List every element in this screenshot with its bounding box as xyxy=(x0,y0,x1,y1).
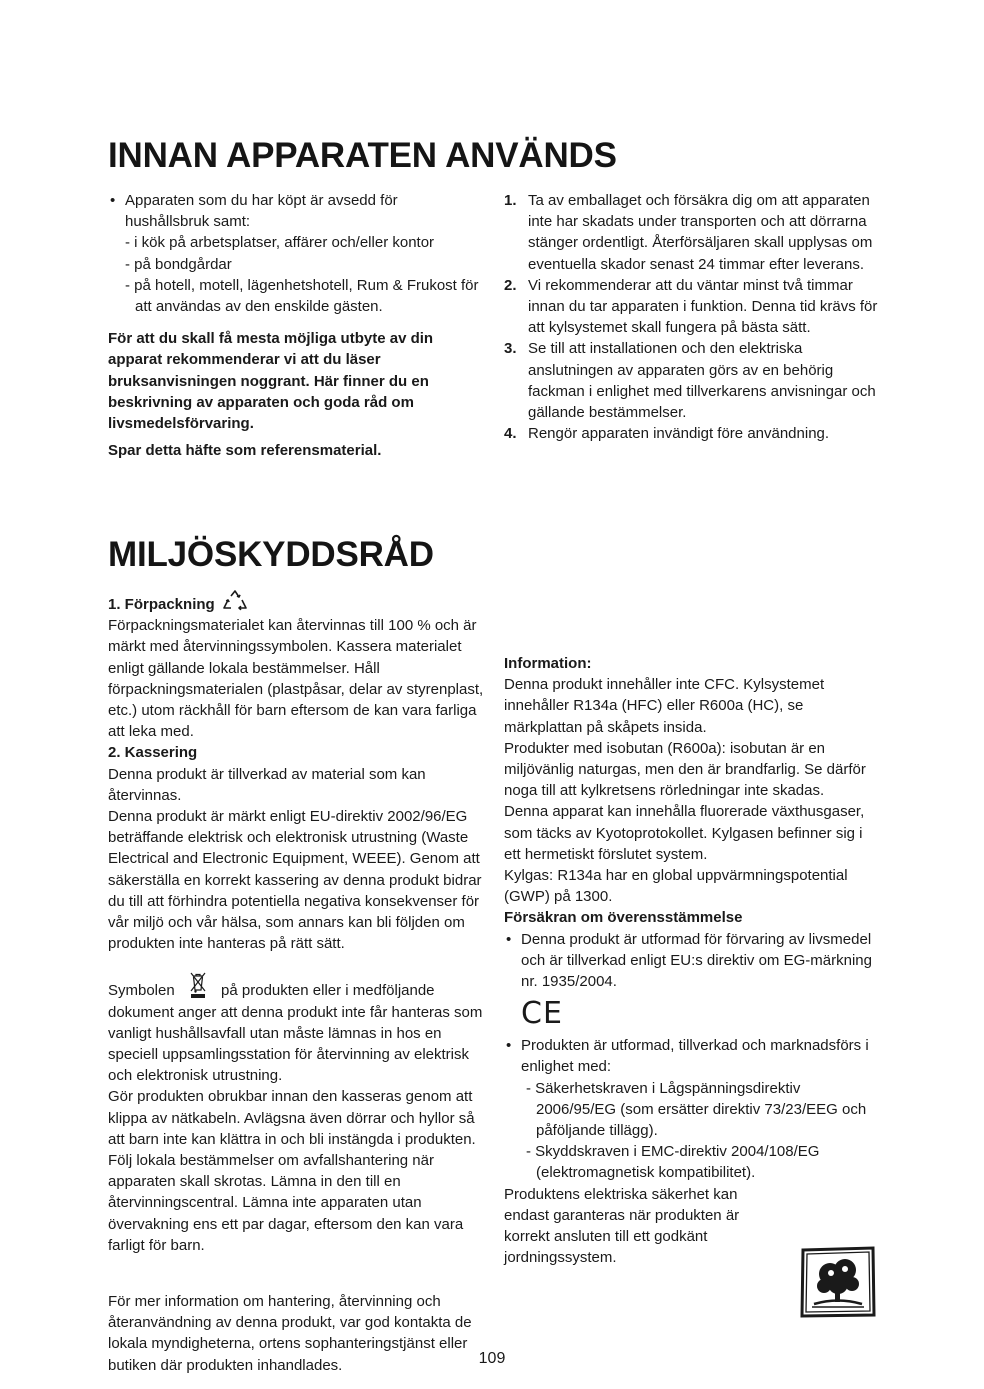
info-heading: Information: xyxy=(504,655,592,672)
read-manual-notice: För att du skall få mesta möjliga utbyte av din apparat rekommenderar vi att du läser bruksanvisningen noggrant. Här finner du en beskrivning av apparaten och goda råd om livsmedelsförvaring. xyxy=(108,330,434,433)
use-item-farms: - på bondgårdar xyxy=(125,255,232,273)
environment-tree-logo xyxy=(800,1246,876,1318)
use-item-hotels: - på hotell, motell, lägenhetshotell, Rum & Frukost för att användas av den enskilde gästen. xyxy=(125,276,479,316)
step-item: 1. Ta av emballaget och försäkra dig om att apparaten inte har skadats under transporten och att dörrarna stänger ordentligt. Återförsäljaren skall upplysas om eventuella skador senast 24 timmar efter leverans. xyxy=(504,192,873,273)
disposal-paragraph: Denna produkt är tillverkad av material som kan återvinnas. xyxy=(108,765,426,804)
recycling-icon xyxy=(222,590,248,614)
info-paragraph: Denna produkt innehåller inte CFC. Kylsystemet innehåller R134a (HFC) eller R600a (HC), se märkplattan på skåpets insida. xyxy=(504,676,825,736)
step-item: 2. Vi rekommenderar att du väntar minst två timmar innan du tar apparaten i funktion. Denna tid krävs för att kylsystemet skall fungera på bästa sätt. xyxy=(504,276,878,337)
environment-left-column xyxy=(108,590,484,1256)
packaging-text: Förpackningsmaterialet kan återvinnas till 100 % och är märkt med återvinningssymbolen. Kassera materialet enligt gällande lokala bestämmelser. Håll förpackningsmaterialen (plastpåsar, delar av styrenplast, etc.) utom räckhåll för barn eftersom de kan vara farliga att leka med. xyxy=(108,617,484,741)
info-paragraph: Produkter med isobutan (R600a): isobutan är en miljövänlig naturgas, men den är brandfarlig. Se därför noga till att kylkretsens rörledningar inte skadas. xyxy=(504,739,866,800)
conformity-heading: Försäkran om överensstämmelse xyxy=(504,909,743,927)
info-paragraph: Denna apparat kan innehålla fluorerade växthusgaser, som täcks av Kyotoprotokollet. Kylgasen befinner sig i ett hermetiskt förslutet system. xyxy=(504,803,865,863)
before-use-left-column xyxy=(108,190,480,461)
step-item: 3. Se till att installationen och den elektriska anslutningen av apparaten görs av en behörig fackman i enlighet med tillverkarens anvisningar och gällande bestämmelser. xyxy=(504,340,876,422)
conformity-directive: - Skyddskraven i EMC-direktiv 2004/108/EG (elektromagnetisk kompatibilitet). xyxy=(526,1143,820,1182)
crossed-bin-icon xyxy=(183,971,213,999)
conformity-bullet: • Produkten är utformad, tillverkad och marknadsförs i enlighet med: xyxy=(504,1035,882,1077)
use-item-workplace: - i kök på arbetsplatser, affärer och/eller kontor xyxy=(125,234,435,252)
info-paragraph: Kylgas: R134a har en global uppvärmningspotential (GWP) på 1300. xyxy=(504,867,848,906)
conformity-bullet: • Denna produkt är utformad för förvaring av livsmedel och är tillverkad enligt EU:s direktiv om EG-märkning nr. 1935/2004. xyxy=(504,929,882,993)
disposal-paragraph: Gör produkten obrukbar innan den kasseras genom att klippa av nätkabeln. Avlägsna även dörrar och hyllor så att barn inte kan klättra in och bli instängda i produkten. xyxy=(108,1088,476,1148)
page-number: 109 xyxy=(478,1350,506,1367)
disposal-heading: 2. Kassering xyxy=(108,744,198,762)
conformity-directive: - Säkerhetskraven i Lågspänningsdirektiv 2006/95/EG (som ersätter direktiv 73/23/EEG och påföljande tillägg). xyxy=(526,1079,867,1140)
electrical-safety-note: Produktens elektriska säkerhet kan endast garanteras när produkten är korrekt ansluten till ett godkänt jordningssystem. xyxy=(504,1185,740,1267)
before-use-steps xyxy=(504,190,880,444)
step-item: 4. Rengör apparaten invändigt före användning. xyxy=(504,425,830,443)
section-title-before-use: INNAN APPARATEN ANVÄNDS xyxy=(108,136,617,175)
weee-symbol-paragraph: Symbolen på produkten eller i medföljande dokument anger att denna produkt inte får hanteras som vanligt hushållsavfall utan måste lämnas in hos en speciell uppsamlingsstation för återvinning av elektrisk och elektronisk utrustning. xyxy=(108,971,484,1086)
intended-use-bullet: • Apparaten som du har köpt är avsedd för hushållsbruk samt: xyxy=(108,190,480,232)
disposal-paragraph: Följ lokala bestämmelser om avfallshantering när apparaten skall skrotas. Lämna in den till en återvinningscentral. Lämna inte apparaten utan övervakning ens ett par dagar, eftersom den kan vara farligt för barn. xyxy=(108,1152,464,1254)
disposal-more-info: För mer information om hantering, återvinning och återanvändning av denna produkt, var god kontakta de lokala myndigheterna, ortens sophanteringstjänst eller butiken där produkten inhandlades. xyxy=(108,1293,472,1374)
keep-booklet-notice: Spar detta häfte som referensmaterial. xyxy=(108,442,382,460)
section-title-environment: MILJÖSKYDDSRÅD xyxy=(108,535,434,574)
disposal-paragraph: Denna produkt är märkt enligt EU-direktiv 2002/96/EG beträffande elektrisk och elektronisk utrustning (Waste Electrical and Electronic Equipment, WEEE). Genom att säkerställa en korrekt kassering av denna produkt bidrar du till att förhindra potentiella negativa konsekvenser för vår miljö och vår hälsa, som annars kan bli följden om produkten inte hanteras på rätt sätt. xyxy=(108,808,482,953)
ce-mark-icon: CE xyxy=(521,995,563,1031)
packaging-heading: 1. Förpackning xyxy=(108,590,484,615)
environment-right-column xyxy=(504,590,882,1268)
